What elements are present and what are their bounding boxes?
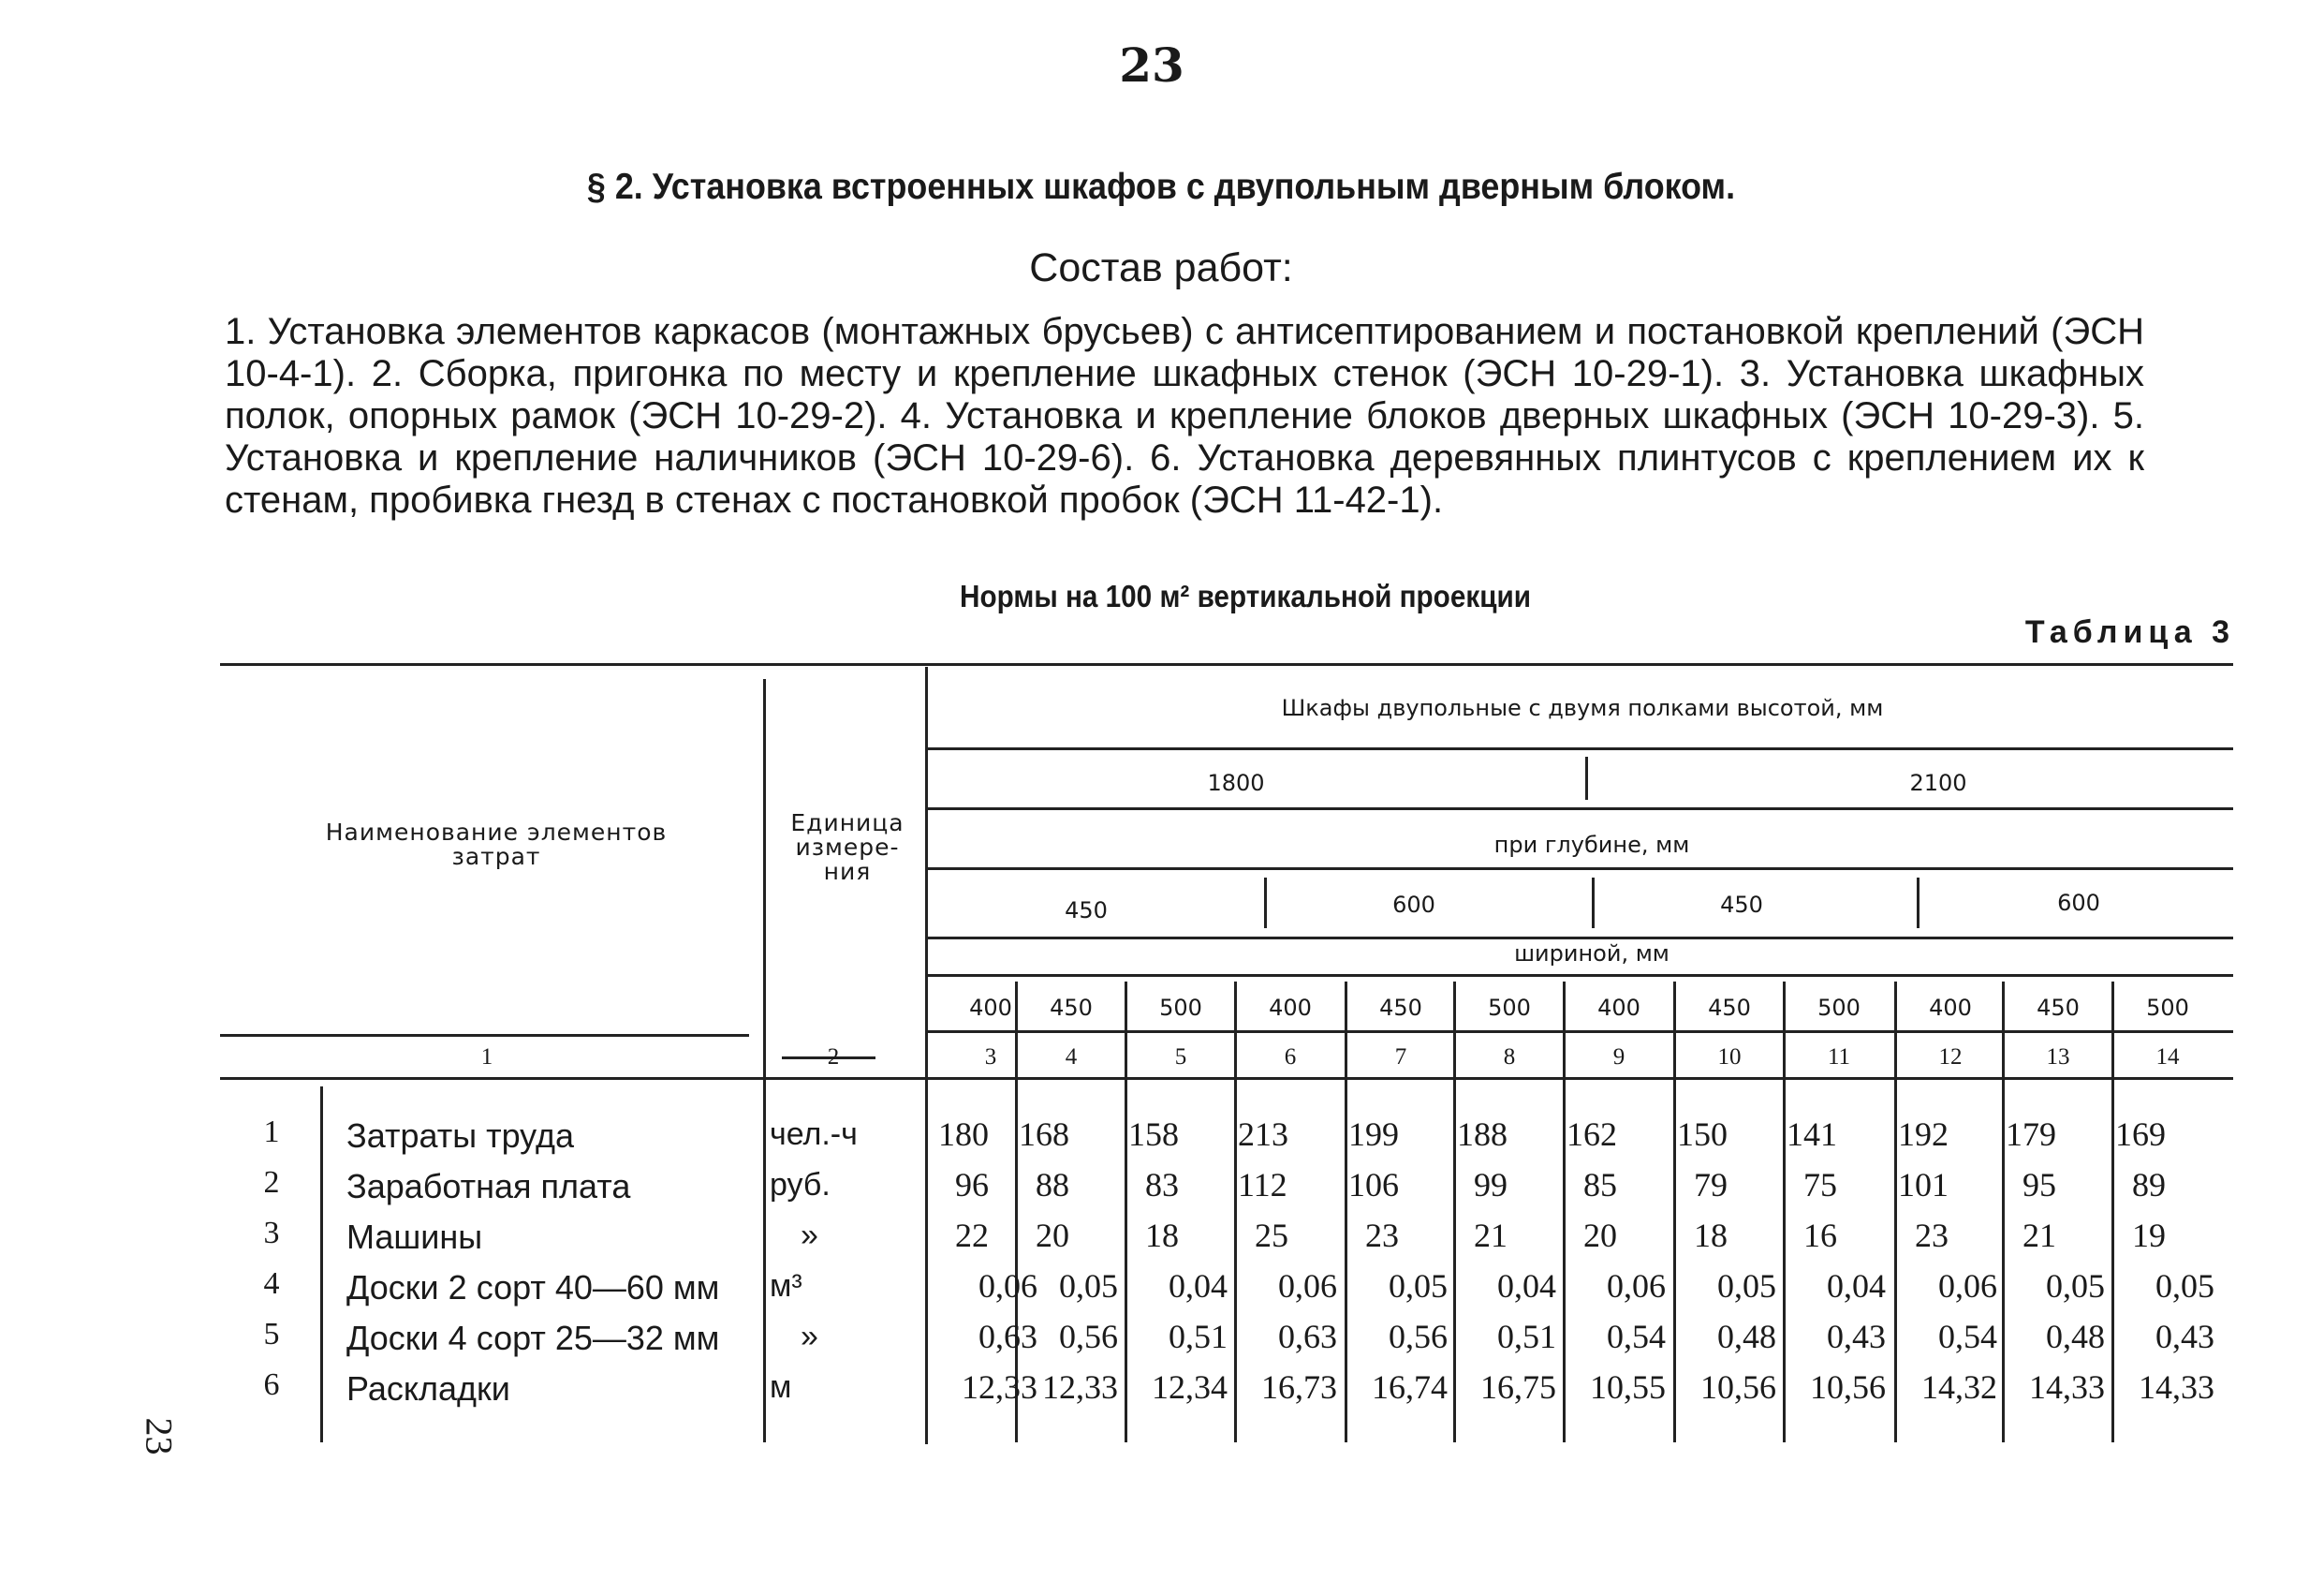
column-number: 5 [1174, 1044, 1187, 1070]
height-divider [1585, 757, 1588, 800]
col1-divider [763, 679, 766, 1442]
table-cell: 0,06 [1278, 1267, 1337, 1305]
table-cell: 21 [2022, 1217, 2056, 1254]
row-name: Затраты труда [346, 1116, 575, 1155]
group-header: Шкафы двупольные с двумя полками высотой, мм [1281, 695, 1884, 721]
table-cell: 0,63 [978, 1318, 1037, 1355]
table-cell: 0,04 [1827, 1267, 1886, 1305]
heights-rule [927, 807, 2233, 810]
table-cell: 18 [1145, 1217, 1179, 1254]
row-unit: » [801, 1218, 818, 1253]
table-cell: 18 [1694, 1217, 1728, 1254]
width-value: 400 [969, 995, 1012, 1021]
depth-600-a: 600 [1392, 892, 1435, 918]
depth-divider-2 [1592, 878, 1595, 928]
width-value: 400 [1597, 995, 1640, 1021]
col1-header-rule [220, 1034, 749, 1037]
table-cell: 0,43 [2155, 1318, 2214, 1355]
table-cell: 180 [938, 1115, 989, 1153]
table-cell: 12,33 [962, 1368, 1037, 1406]
width-value: 500 [1488, 995, 1531, 1021]
table-cell: 0,05 [1389, 1267, 1448, 1305]
row-name: Заработная плата [346, 1167, 631, 1205]
table-cell: 99 [1474, 1166, 1508, 1204]
width-value: 500 [1159, 995, 1202, 1021]
row-unit: чел.-ч [770, 1116, 858, 1152]
width-value: 400 [1269, 995, 1312, 1021]
table-cell: 0,06 [978, 1267, 1037, 1305]
table-cell: 0,05 [2046, 1267, 2105, 1305]
table-top-rule [220, 663, 2233, 666]
col2-divider [925, 667, 928, 1444]
page-top-mark: 23 [1119, 37, 1184, 93]
table-cell: 179 [2006, 1115, 2056, 1153]
table-cell: 10,56 [1810, 1368, 1886, 1406]
col2-header: Единица измере- ния [790, 809, 905, 885]
column-number: 11 [1827, 1044, 1851, 1070]
data-col-divider [1453, 982, 1456, 1442]
table-cell: 88 [1036, 1166, 1069, 1204]
column-number: 8 [1503, 1044, 1516, 1070]
table-cell: 75 [1803, 1166, 1837, 1204]
table-cell: 10,55 [1590, 1368, 1666, 1406]
table-cell: 14,32 [1921, 1368, 1997, 1406]
table-cell: 12,34 [1152, 1368, 1228, 1406]
table-cell: 89 [2132, 1166, 2166, 1204]
data-col-divider [1563, 982, 1566, 1442]
data-col-divider [2002, 982, 2005, 1442]
table-cell: 0,04 [1497, 1267, 1556, 1305]
row-number: 1 [263, 1115, 280, 1149]
table-cell: 0,04 [1169, 1267, 1228, 1305]
table-cell: 168 [1019, 1115, 1069, 1153]
table-cell: 22 [955, 1217, 989, 1254]
section-heading: § 2. Установка встроенных шкафов с двупольным дверным блоком. [586, 167, 1736, 207]
width-value: 450 [1379, 995, 1422, 1021]
row-number: 3 [263, 1216, 280, 1250]
depths-rule [927, 937, 2233, 939]
table-cell: 12,33 [1042, 1368, 1118, 1406]
work-composition-text: 1. Установка элементов каркасов (монтажных брусьев) с антисептированием и постановкой креплений (ЭСН 10-4-1). 2. Сборка, пригонка по месту и крепление шкафных стенок (ЭСН 10-29-1). 3. Установка шкафных полок, опорных рамок (ЭСН 10-29-2). 4. Установка и крепление блоков дверных шкафных (ЭСН 10-29-3). 5. Установка и крепление наличников (ЭСН 10-29-6). 6. Установка деревянных плинтусов с креплением их к стенам, пробивка гнезд в стенах с постановкой пробок (ЭСН 11-42-1). [225, 311, 2144, 521]
row-unit: » [801, 1319, 818, 1354]
table-cell: 20 [1583, 1217, 1617, 1254]
depth-header: при глубине, мм [1493, 832, 1690, 858]
table-cell: 101 [1898, 1166, 1949, 1204]
width-value: 450 [1050, 995, 1093, 1021]
table-cell: 106 [1348, 1166, 1399, 1204]
table-cell: 112 [1238, 1166, 1287, 1204]
data-col-divider [1234, 982, 1237, 1442]
table-cell: 158 [1128, 1115, 1179, 1153]
rownum-divider [320, 1086, 323, 1442]
table-cell: 83 [1145, 1166, 1179, 1204]
depth-divider-3 [1917, 878, 1920, 928]
data-col-divider [1673, 982, 1676, 1442]
data-col-divider [1345, 982, 1347, 1442]
table-cell: 0,54 [1938, 1318, 1997, 1355]
table-cell: 0,06 [1607, 1267, 1666, 1305]
height-1800: 1800 [1207, 770, 1265, 796]
table-cell: 0,48 [1717, 1318, 1776, 1355]
depth-450-a: 450 [1065, 897, 1108, 923]
table-cell: 141 [1787, 1115, 1837, 1153]
table-cell: 16 [1803, 1217, 1837, 1254]
table-cell: 20 [1036, 1217, 1069, 1254]
row-unit: руб. [770, 1167, 831, 1203]
table-cell: 150 [1677, 1115, 1728, 1153]
table-cell: 213 [1238, 1115, 1288, 1153]
table-cell: 95 [2022, 1166, 2056, 1204]
data-col-divider [2111, 982, 2114, 1442]
column-number: 14 [2155, 1044, 2180, 1070]
column-number: 3 [984, 1044, 997, 1070]
width-value: 450 [1708, 995, 1751, 1021]
width-value: 500 [2146, 995, 2189, 1021]
row-name: Раскладки [346, 1369, 510, 1408]
table-cell: 23 [1365, 1217, 1399, 1254]
row-name: Доски 4 сорт 25—32 мм [346, 1319, 720, 1357]
table-cell: 0,56 [1389, 1318, 1448, 1355]
table-cell: 0,05 [1717, 1267, 1776, 1305]
table-cell: 14,33 [2139, 1368, 2214, 1406]
row-unit: м [770, 1369, 792, 1405]
row-number: 2 [263, 1165, 280, 1200]
table-cell: 0,51 [1497, 1318, 1556, 1355]
width-value: 450 [2037, 995, 2080, 1021]
table-cell: 0,48 [2046, 1318, 2105, 1355]
table-cell: 25 [1255, 1217, 1288, 1254]
depth-600-b: 600 [2057, 890, 2100, 916]
width-header-rule [927, 974, 2233, 977]
width-value: 500 [1817, 995, 1861, 1021]
norms-caption: Нормы на 100 м² вертикальной проекции [960, 579, 1531, 613]
section-subheading: Состав работ: [1029, 245, 1293, 290]
table-cell: 0,51 [1169, 1318, 1228, 1355]
depth-divider-1 [1264, 878, 1267, 928]
col-numbers-rule [220, 1077, 2233, 1080]
row-number: 5 [263, 1317, 280, 1351]
width-header: шириной, мм [1514, 940, 1669, 967]
table-cell: 169 [2115, 1115, 2166, 1153]
table-cell: 10,56 [1700, 1368, 1776, 1406]
row-unit: м³ [770, 1268, 802, 1304]
table-cell: 0,54 [1607, 1318, 1666, 1355]
column-number: 6 [1284, 1044, 1297, 1070]
col2-header-rule [782, 1056, 875, 1059]
depth-450-b: 450 [1720, 892, 1763, 918]
table-cell: 199 [1348, 1115, 1399, 1153]
table-cell: 0,05 [1059, 1267, 1118, 1305]
column-number: 12 [1938, 1044, 1963, 1070]
table-cell: 79 [1694, 1166, 1728, 1204]
table-cell: 0,06 [1938, 1267, 1997, 1305]
width-value: 400 [1929, 995, 1972, 1021]
table-cell: 188 [1457, 1115, 1508, 1153]
row-name: Доски 2 сорт 40—60 мм [346, 1268, 720, 1307]
column-number: 10 [1717, 1044, 1742, 1070]
table-cell: 0,05 [2155, 1267, 2214, 1305]
col1-header: Наименование элементов затрат [325, 819, 668, 870]
group-header-rule [927, 747, 2233, 750]
table-cell: 21 [1474, 1217, 1508, 1254]
data-col-divider [1894, 982, 1897, 1442]
column-number: 1 [480, 1044, 493, 1070]
column-number: 4 [1065, 1044, 1078, 1070]
page-number: 23 [138, 1417, 181, 1455]
table-cell: 85 [1583, 1166, 1617, 1204]
table-cell: 14,33 [2029, 1368, 2105, 1406]
table-cell: 19 [2132, 1217, 2166, 1254]
column-number: 7 [1394, 1044, 1407, 1070]
row-number: 6 [263, 1367, 280, 1402]
column-number: 9 [1612, 1044, 1625, 1070]
table-label: Таблица 3 [2024, 614, 2235, 650]
widths-rule [927, 1030, 2233, 1033]
height-2100: 2100 [1909, 770, 1967, 796]
table-cell: 0,56 [1059, 1318, 1118, 1355]
row-number: 4 [263, 1266, 280, 1301]
table-cell: 16,74 [1372, 1368, 1448, 1406]
data-col-divider [1125, 982, 1127, 1442]
data-col-divider [1783, 982, 1786, 1442]
table-cell: 16,73 [1261, 1368, 1337, 1406]
table-cell: 162 [1566, 1115, 1617, 1153]
column-number: 2 [827, 1044, 840, 1070]
table-cell: 192 [1898, 1115, 1949, 1153]
table-cell: 0,63 [1278, 1318, 1337, 1355]
table-cell: 96 [955, 1166, 989, 1204]
column-number: 13 [2046, 1044, 2070, 1070]
row-name: Машины [346, 1218, 483, 1256]
data-col-divider [1015, 982, 1018, 1442]
table-cell: 23 [1915, 1217, 1949, 1254]
depth-header-rule [927, 867, 2233, 870]
table-cell: 16,75 [1480, 1368, 1556, 1406]
table-cell: 0,43 [1827, 1318, 1886, 1355]
